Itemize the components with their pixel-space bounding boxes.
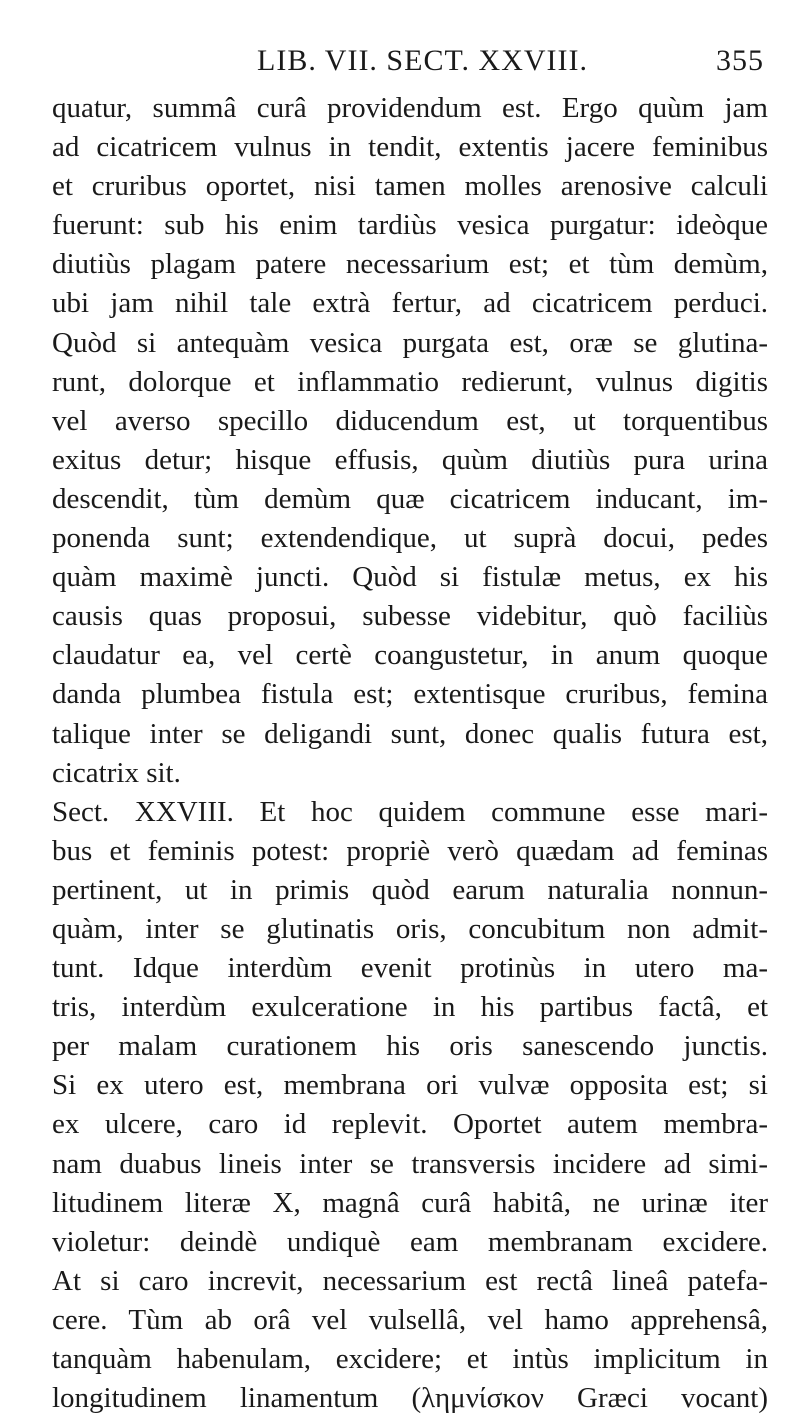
text-line: ad cicatricem vulnus in tendit, extentis jacere feminibus xyxy=(52,131,768,164)
text-line: bus et feminis potest: propriè verò quædam ad feminas xyxy=(52,834,768,867)
text-line-paragraph-end: cicatrix sit. xyxy=(52,756,181,789)
section-heading-line: Sect. XXVIII. Et hoc quidem commune esse mari- xyxy=(52,795,768,828)
running-head xyxy=(52,44,764,84)
text-line: Si ex utero est, membrana ori vulvæ opposita est; si xyxy=(52,1069,768,1102)
text-line: exitus detur; hisque effusis, quùm diutiùs pura urina xyxy=(52,443,768,476)
text-line: quatur, summâ curâ providendum est. Ergo quùm jam xyxy=(52,92,768,124)
text-line: descendit, tùm demùm quæ cicatricem inducant, im- xyxy=(52,482,768,515)
text-line: claudatur ea, vel certè coangustetur, in anum quoque xyxy=(52,639,768,672)
text-line: tanquàm habenulam, excidere; et intùs implicitum in xyxy=(52,1343,768,1375)
text-line: litudinem literæ X, magnâ curâ habitâ, ne urinæ iter xyxy=(52,1186,768,1219)
text-line: nam duabus lineis inter se transversis incidere ad simi- xyxy=(52,1147,768,1180)
page-number: 355 xyxy=(716,44,764,77)
text-line: runt, dolorque et inflammatio redierunt, vulnus digitis xyxy=(52,365,768,398)
running-head-title: LIB. VII. SECT. XXVIII. xyxy=(257,44,589,77)
text-line: cere. Tùm ab orâ vel vulsellâ, vel hamo apprehensâ, xyxy=(52,1303,768,1336)
text-line: violetur: deindè undiquè eam membranam excidere. xyxy=(52,1225,768,1258)
text-line: At si caro increvit, necessarium est rectâ lineâ patefa- xyxy=(52,1264,768,1297)
text-line: tunt. Idque interdùm evenit protinùs in utero ma- xyxy=(52,952,768,985)
text-line: per malam curationem his oris sanescendo junctis. xyxy=(52,1030,768,1063)
text-line: longitudinem linamentum (λημνίσκον Græci vocant) xyxy=(52,1382,768,1415)
text-line: vel averso specillo diducendum est, ut torquentibus xyxy=(52,404,768,437)
text-line: tris, interdùm exulceratione in his partibus factâ, et xyxy=(52,991,768,1024)
text-line: quàm, inter se glutinatis oris, concubitum non admit- xyxy=(52,912,768,945)
text-line: ubi jam nihil tale extrà fertur, ad cicatricem perduci. xyxy=(52,287,768,320)
body-text xyxy=(52,89,768,1418)
text-line: fuerunt: sub his enim tardiùs vesica purgatur: ideòque xyxy=(52,209,768,242)
text-line: danda plumbea fistula est; extentisque cruribus, femina xyxy=(52,678,768,711)
text-line: causis quas proposui, subesse videbitur, quò faciliùs xyxy=(52,600,768,633)
text-line: ex ulcere, caro id replevit. Oportet autem membra- xyxy=(52,1108,768,1141)
text-line: ponenda sunt; extendendique, ut suprà docui, pedes xyxy=(52,522,768,555)
text-line: pertinent, ut in primis quòd earum naturalia nonnun- xyxy=(52,873,768,906)
text-line: quàm maximè juncti. Quòd si fistulæ metus, ex his xyxy=(52,561,768,594)
text-line: diutiùs plagam patere necessarium est; et tùm demùm, xyxy=(52,248,768,281)
text-line: talique inter se deligandi sunt, donec qualis futura est, xyxy=(52,717,768,750)
text-line: et cruribus oportet, nisi tamen molles arenosive calculi xyxy=(52,170,768,203)
text-line: Quòd si antequàm vesica purgata est, oræ se glutina- xyxy=(52,326,768,359)
